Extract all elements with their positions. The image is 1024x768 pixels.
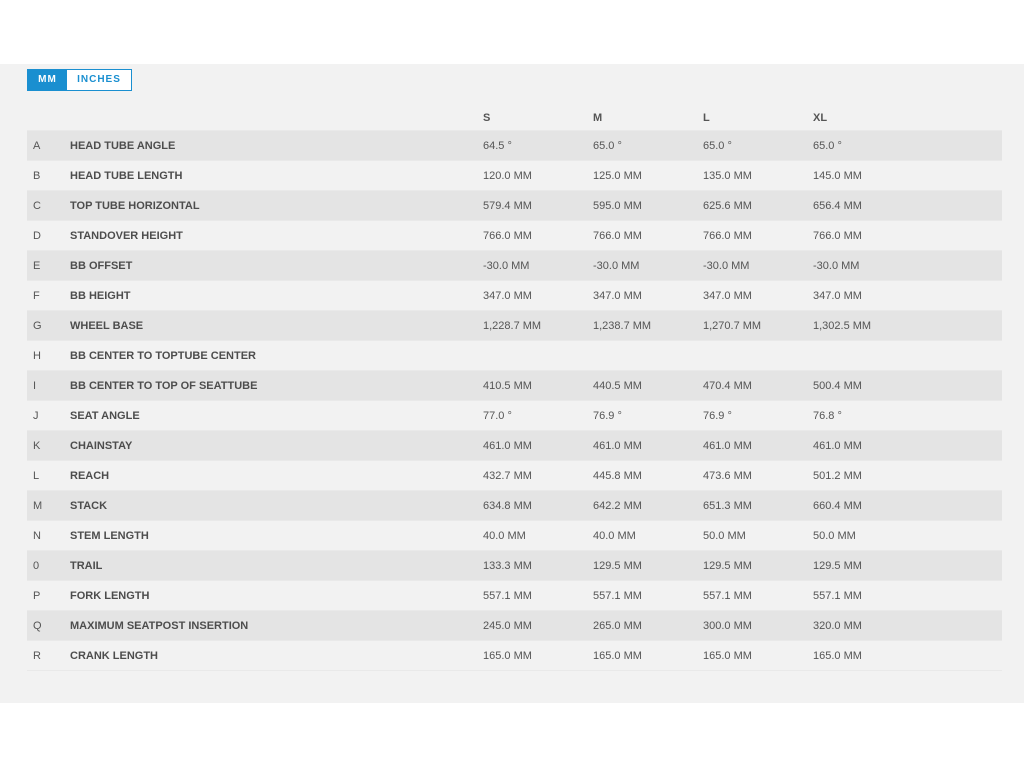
row-label: HEAD TUBE ANGLE	[70, 140, 176, 152]
table-row	[27, 611, 1002, 641]
value-xl: 656.4 MM	[813, 200, 862, 212]
row-label: REACH	[70, 470, 110, 482]
row-label: BB OFFSET	[70, 260, 133, 272]
row-code: R	[33, 650, 41, 662]
row-code: F	[33, 290, 40, 302]
value-xl: 557.1 MM	[813, 590, 862, 602]
value-m: 165.0 MM	[593, 650, 642, 662]
value-l: 470.4 MM	[703, 380, 752, 392]
table-row	[27, 551, 1002, 581]
row-code: B	[33, 170, 41, 182]
row-label: CRANK LENGTH	[70, 650, 158, 662]
value-xl: 500.4 MM	[813, 380, 862, 392]
units-toggle	[27, 69, 132, 91]
value-l: 129.5 MM	[703, 560, 752, 572]
table-header-row	[27, 101, 1002, 131]
value-s: 410.5 MM	[483, 380, 532, 392]
value-xl: 65.0 °	[813, 140, 842, 152]
value-xl: 165.0 MM	[813, 650, 862, 662]
value-s: 634.8 MM	[483, 500, 532, 512]
value-l: 766.0 MM	[703, 230, 752, 242]
row-code: D	[33, 230, 41, 242]
units-mm-button[interactable]: MM	[28, 70, 67, 90]
row-code: A	[33, 140, 41, 152]
table-row	[27, 251, 1002, 281]
value-xl: 347.0 MM	[813, 290, 862, 302]
value-l: 165.0 MM	[703, 650, 752, 662]
row-label: HEAD TUBE LENGTH	[70, 170, 183, 182]
row-code: J	[33, 410, 39, 422]
row-code: K	[33, 440, 41, 452]
value-l: 557.1 MM	[703, 590, 752, 602]
value-xl: 320.0 MM	[813, 620, 862, 632]
table-row	[27, 191, 1002, 221]
value-s: 432.7 MM	[483, 470, 532, 482]
value-m: -30.0 MM	[593, 260, 640, 272]
row-code: C	[33, 200, 41, 212]
value-xl: 129.5 MM	[813, 560, 862, 572]
value-m: 461.0 MM	[593, 440, 642, 452]
value-l: 65.0 °	[703, 140, 732, 152]
value-m: 76.9 °	[593, 410, 622, 422]
row-label: TRAIL	[70, 560, 103, 572]
table-row	[27, 311, 1002, 341]
geometry-table	[27, 101, 1002, 671]
value-s: 40.0 MM	[483, 530, 526, 542]
table-row	[27, 281, 1002, 311]
value-s: 64.5 °	[483, 140, 512, 152]
value-l: -30.0 MM	[703, 260, 750, 272]
row-label: STEM LENGTH	[70, 530, 149, 542]
row-code: N	[33, 530, 41, 542]
value-l: 300.0 MM	[703, 620, 752, 632]
value-xl: 76.8 °	[813, 410, 842, 422]
row-code: L	[33, 470, 40, 482]
row-label: FORK LENGTH	[70, 590, 150, 602]
row-code: P	[33, 590, 41, 602]
value-m: 766.0 MM	[593, 230, 642, 242]
value-m: 125.0 MM	[593, 170, 642, 182]
row-label: TOP TUBE HORIZONTAL	[70, 200, 200, 212]
table-row	[27, 221, 1002, 251]
table-row	[27, 371, 1002, 401]
row-code: Q	[33, 620, 42, 632]
row-label: WHEEL BASE	[70, 320, 144, 332]
table-row	[27, 461, 1002, 491]
row-label: BB CENTER TO TOPTUBE CENTER	[70, 350, 256, 362]
value-l: 135.0 MM	[703, 170, 752, 182]
column-header-l: L	[703, 112, 710, 124]
row-label: BB CENTER TO TOP OF SEATTUBE	[70, 380, 258, 392]
row-label: BB HEIGHT	[70, 290, 131, 302]
row-code: E	[33, 260, 41, 272]
table-row	[27, 161, 1002, 191]
value-l: 473.6 MM	[703, 470, 752, 482]
value-xl: 50.0 MM	[813, 530, 856, 542]
table-row	[27, 581, 1002, 611]
value-xl: 145.0 MM	[813, 170, 862, 182]
value-l: 347.0 MM	[703, 290, 752, 302]
value-m: 129.5 MM	[593, 560, 642, 572]
value-s: 1,228.7 MM	[483, 320, 542, 332]
value-m: 557.1 MM	[593, 590, 642, 602]
geometry-panel	[0, 64, 1024, 703]
column-header-m: M	[593, 112, 603, 124]
value-m: 642.2 MM	[593, 500, 642, 512]
row-code: 0	[33, 560, 40, 572]
value-xl: -30.0 MM	[813, 260, 860, 272]
table-row	[27, 521, 1002, 551]
row-label: MAXIMUM SEATPOST INSERTION	[70, 620, 249, 632]
value-s: 579.4 MM	[483, 200, 532, 212]
row-label: STACK	[70, 500, 108, 512]
value-s: 461.0 MM	[483, 440, 532, 452]
value-m: 1,238.7 MM	[593, 320, 652, 332]
table-row	[27, 491, 1002, 521]
row-code: H	[33, 350, 41, 362]
row-label: CHAINSTAY	[70, 440, 133, 452]
value-s: 347.0 MM	[483, 290, 532, 302]
column-header-xl: XL	[813, 112, 828, 124]
table-row	[27, 401, 1002, 431]
column-header-s: S	[483, 112, 491, 124]
value-s: 766.0 MM	[483, 230, 532, 242]
value-xl: 1,302.5 MM	[813, 320, 872, 332]
units-inches-button[interactable]: INCHES	[67, 70, 131, 90]
row-label: STANDOVER HEIGHT	[70, 230, 183, 242]
table-row	[27, 131, 1002, 161]
value-l: 1,270.7 MM	[703, 320, 762, 332]
value-xl: 501.2 MM	[813, 470, 862, 482]
value-s: 557.1 MM	[483, 590, 532, 602]
value-l: 76.9 °	[703, 410, 732, 422]
value-xl: 660.4 MM	[813, 500, 862, 512]
table-row	[27, 341, 1002, 371]
value-m: 347.0 MM	[593, 290, 642, 302]
value-m: 65.0 °	[593, 140, 622, 152]
value-m: 595.0 MM	[593, 200, 642, 212]
row-code: G	[33, 320, 42, 332]
value-s: -30.0 MM	[483, 260, 530, 272]
value-l: 651.3 MM	[703, 500, 752, 512]
table-row	[27, 431, 1002, 461]
row-code: M	[33, 500, 43, 512]
value-m: 445.8 MM	[593, 470, 642, 482]
row-code: I	[33, 380, 37, 392]
value-l: 461.0 MM	[703, 440, 752, 452]
row-label: SEAT ANGLE	[70, 410, 140, 422]
value-s: 77.0 °	[483, 410, 512, 422]
value-s: 165.0 MM	[483, 650, 532, 662]
value-m: 40.0 MM	[593, 530, 636, 542]
value-m: 265.0 MM	[593, 620, 642, 632]
value-s: 120.0 MM	[483, 170, 532, 182]
value-l: 50.0 MM	[703, 530, 746, 542]
value-xl: 766.0 MM	[813, 230, 862, 242]
value-xl: 461.0 MM	[813, 440, 862, 452]
value-l: 625.6 MM	[703, 200, 752, 212]
value-s: 133.3 MM	[483, 560, 532, 572]
table-row	[27, 641, 1002, 671]
value-s: 245.0 MM	[483, 620, 532, 632]
value-m: 440.5 MM	[593, 380, 642, 392]
